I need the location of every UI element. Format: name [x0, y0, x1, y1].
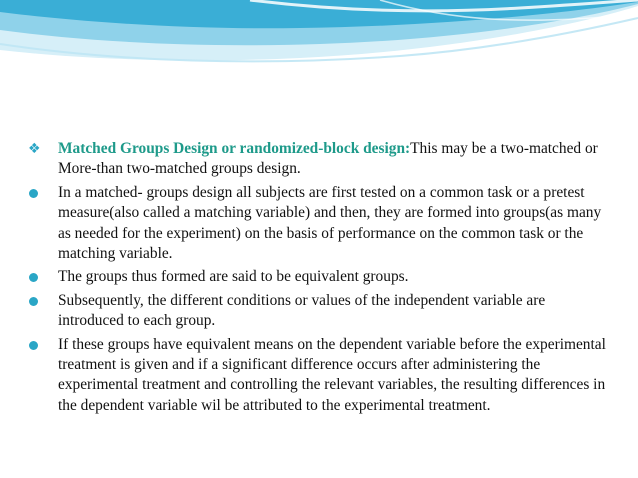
bullet-text: This may be a two-matched or More-than two-matched groups design.	[58, 140, 598, 178]
dot-bullet-icon	[24, 183, 54, 203]
bullet-list	[22, 139, 612, 419]
dot-bullet-icon	[24, 291, 54, 311]
bullet-text: Subsequently, the different conditions or values of the independent variable are introduced to each group.	[58, 291, 546, 330]
bullet-text: If these groups have equivalent means on the dependent variable before the experimental treatment is given and if a significant difference occurs after administering the experimental treatment and controlling the relevant variables, the resulting differences in the dependent variable wil be attributed to the experimental treatment.	[58, 335, 606, 414]
list-item	[22, 335, 612, 417]
dot-bullet-icon	[24, 335, 54, 355]
bullet-text: In a matched- groups design all subjects are first tested on a common task or a pretest measure(also called a matching variable) and then, they are formed into groups(as many as needed for the experiment) on the basis of performance on the common task or the matching variable.	[58, 183, 602, 263]
header-wave-decoration	[0, 0, 638, 80]
list-item	[22, 139, 612, 180]
list-item	[22, 291, 612, 332]
list-item	[22, 183, 612, 265]
list-item	[22, 267, 612, 287]
highlight-text: Matched Groups Design or randomized-block design:	[58, 140, 411, 157]
bullet-text: The groups thus formed are said to be equivalent groups.	[58, 268, 409, 286]
dot-bullet-icon	[24, 267, 54, 287]
diamond-bullet-icon: ❖	[28, 141, 41, 157]
